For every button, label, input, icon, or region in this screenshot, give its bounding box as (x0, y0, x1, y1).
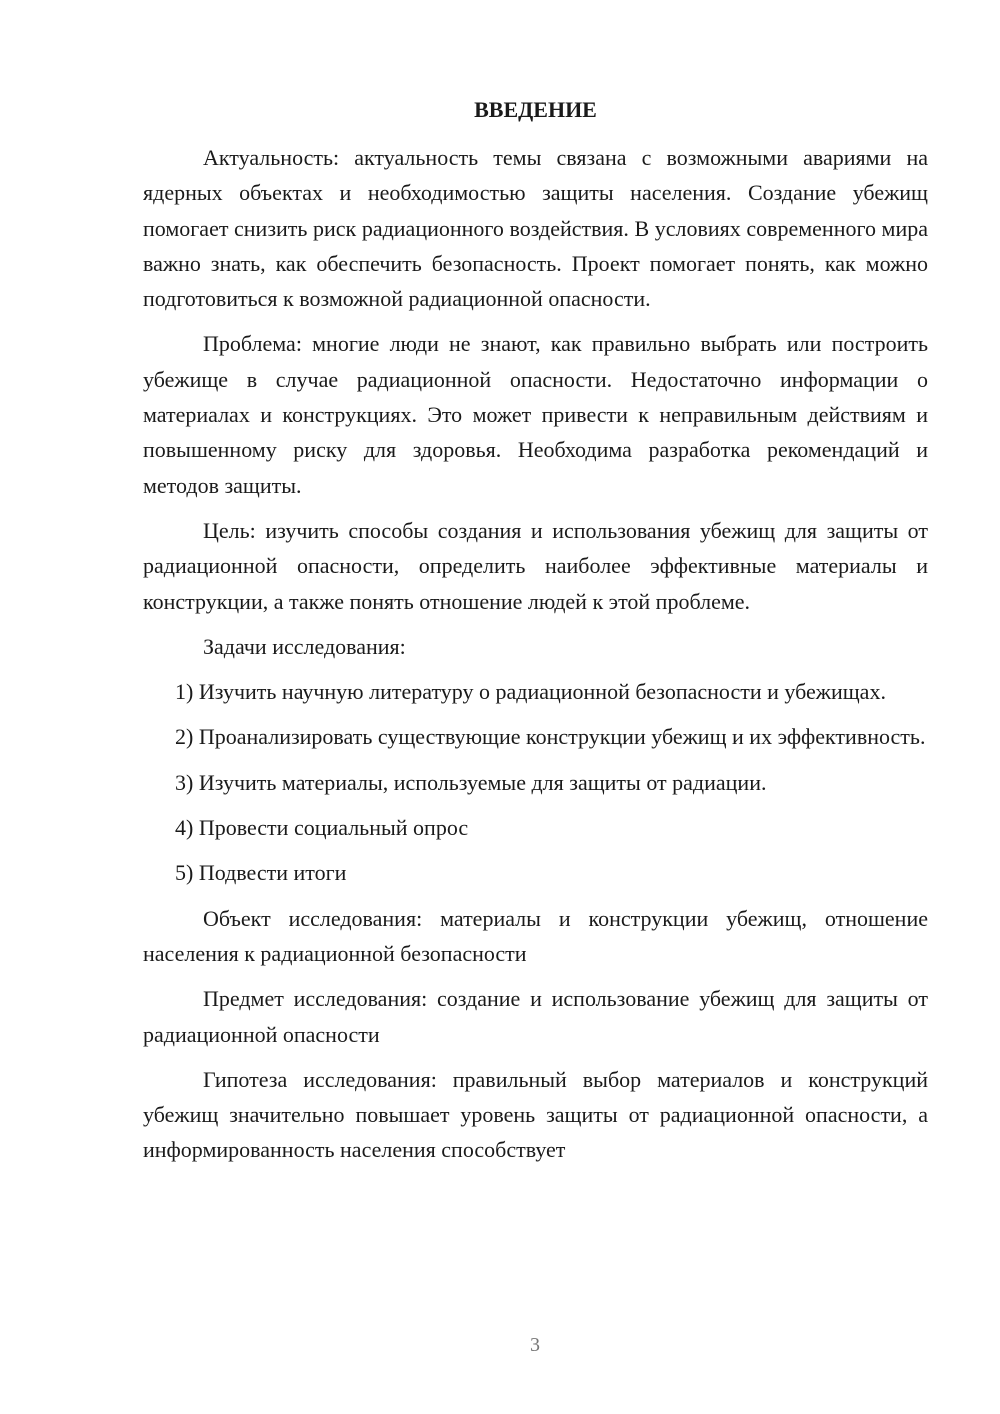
tasks-heading: Задачи исследования: (203, 633, 406, 659)
list-item: 4) Провести социальный опрос (175, 815, 469, 841)
page-title: ВВЕДЕНИЕ (474, 97, 597, 122)
object-paragraph: Объект исследования: материалы и конструкции убежищ, отношение населения к радиационной безопасности (143, 905, 928, 966)
list-item: 1) Изучить научную литературу о радиационной безопасности и убежищах. (175, 679, 886, 705)
problem-paragraph: Проблема: многие люди не знают, как правильно выбрать или построить убежище в случае радиационной опасности. Недостаточно информации о материалах и конструкциях. Это может привести к неправильным действиям и повышенному риску для здоровья. Необходима разработка рекомендаций и методов защиты. (143, 331, 928, 498)
hypothesis-paragraph: Гипотеза исследования: правильный выбор материалов и конструкций убежищ значительно повышает уровень защиты от радиационной опасности, а информированность населения способствует (143, 1066, 928, 1163)
page-number: 3 (530, 1334, 540, 1356)
list-item: 5) Подвести итоги (175, 860, 347, 886)
relevance-paragraph: Актуальность: актуальность темы связана с возможными авариями на ядерных объектах и необходимостью защиты населения. Создание убежищ помогает снизить риск радиационного воздействия. В условиях современного мира важно знать, как обеспечить безопасность. Проект помогает понять, как можно подготовиться к возможной радиационной опасности. (143, 145, 928, 312)
goal-paragraph: Цель: изучить способы создания и использования убежищ для защиты от радиационной опасности, определить наиболее эффективные материалы и конструкции, а также понять отношение людей к этой проблеме. (143, 517, 928, 614)
list-item: 2) Проанализировать существующие конструкции убежищ и их эффективность. (175, 724, 926, 750)
list-item: 3) Изучить материалы, используемые для защиты от радиации. (175, 769, 767, 795)
document-page (143, 92, 928, 1168)
subject-paragraph: Предмет исследования: создание и использование убежищ для защиты от радиационной опасности (143, 986, 928, 1047)
